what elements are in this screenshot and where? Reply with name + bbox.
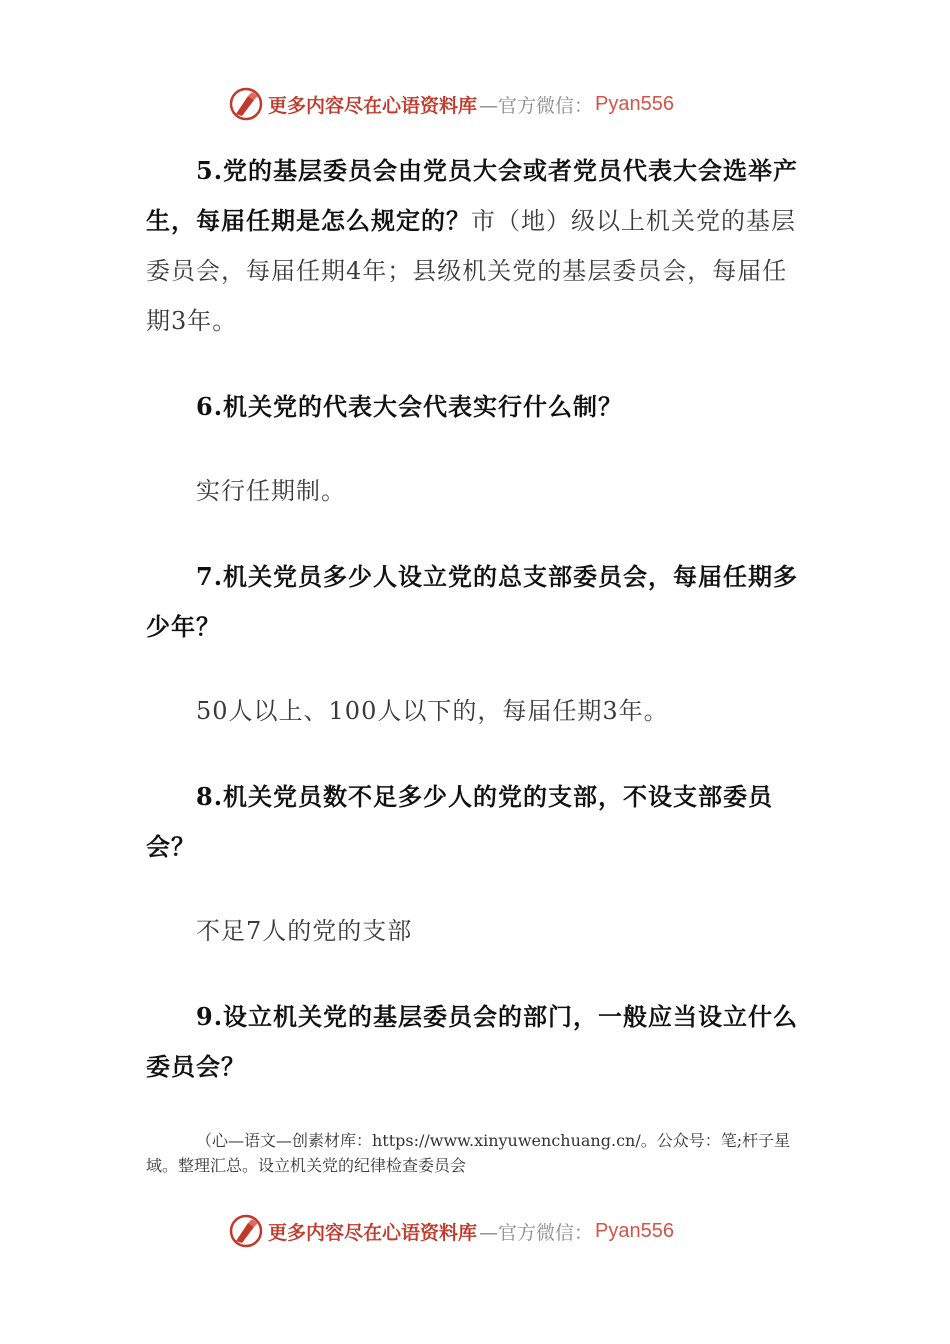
question-6: 6.机关党的代表大会代表实行什么制？ [196, 392, 624, 421]
banner-wechat-id: Pyan556 [595, 1219, 674, 1242]
footnote: （心—语文—创素材库：https://www.xinyuwenchuang.cn/。公众号：笔;杆子星域。整理汇总。设立机关党的纪律检查委员会 [146, 1131, 791, 1175]
banner-wechat-id: Pyan556 [595, 92, 674, 115]
banner-title: 更多内容尽在心语资料库 [268, 1221, 478, 1244]
answer-5: 市（地）级以上机关党的基层委员会，每届任期4年；县级机关党的基层委员会，每届任期3年。 [146, 207, 796, 335]
section-5 [146, 146, 810, 346]
question-9: 9.设立机关党的基层委员会的部门，一般应当设立什么委员会？ [146, 1002, 799, 1081]
document-body [146, 146, 810, 1092]
banner-separator: —官方微信： [479, 1221, 594, 1244]
banner-separator: —官方微信： [479, 94, 594, 117]
answer-7: 50人以上、100人以下的，每届任期3年。 [196, 697, 669, 725]
pen-nib-logo-icon [228, 1213, 264, 1249]
header-banner [228, 84, 674, 124]
banner-title: 更多内容尽在心语资料库 [268, 94, 478, 117]
answer-8: 不足7人的党的支部 [196, 917, 413, 945]
question-8: 8.机关党员数不足多少人的党的支部，不设支部委员会？ [146, 782, 774, 861]
question-7: 7.机关党员多少人设立党的总支部委员会，每届任期多少年？ [146, 562, 799, 641]
answer-6: 实行任期制。 [196, 477, 346, 505]
footer-banner [228, 1211, 674, 1251]
question-5: 5.党的基层委员会由党员大会或者党员代表大会选举产生，每届任期是怎么规定的？ [146, 156, 799, 235]
pen-nib-logo-icon [228, 86, 264, 122]
